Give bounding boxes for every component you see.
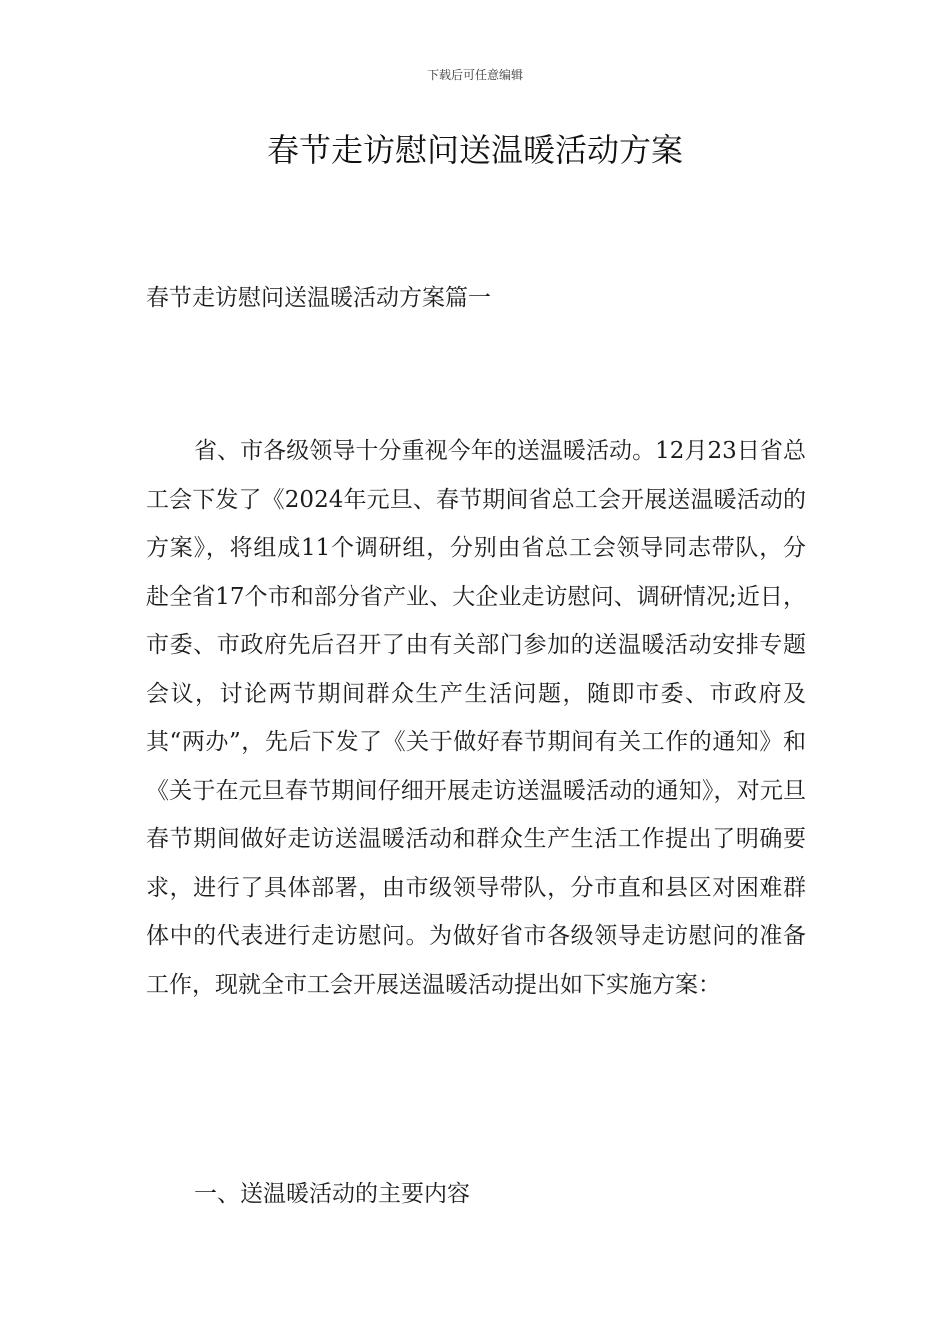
section-title: 春节走访慰问送温暖活动方案篇一 [146, 285, 491, 311]
body-paragraph: 省、市各级领导十分重视今年的送温暖活动。12月23日省总工会下发了《2024年元旦、春节期间省总工会开展送温暖活动的方案》，将组成11个调研组，分别由省总工会领导同志带队，分赴全省17个市和部分省产业、大企业走访慰问、调研情况;近日，市委、市政府先后召开了由有关部门参加的送温暖活动安排专题会议，讨论两节期间群众生产生活问题，随即市委、市政府及其“两办”，先后下发了《关于做好春节期间有关工作的通知》和《关于在元旦春节期间仔细开展走访送温暖活动的通知》，对元旦春节期间做好走访送温暖活动和群众生产生活工作提出了明确要求，进行了具体部署，由市级领导带队，分市直和县区对困难群体中的代表进行走访慰问。为做好省市各级领导走访慰问的准备工作，现就全市工会开展送温暖活动提出如下实施方案： [146, 438, 806, 998]
header-note: 下载后可任意编辑 [426, 68, 523, 82]
subheading-main-content: 一、送温暖活动的主要内容 [194, 1181, 470, 1207]
document-title: 春节走访慰问送温暖活动方案 [266, 131, 683, 169]
